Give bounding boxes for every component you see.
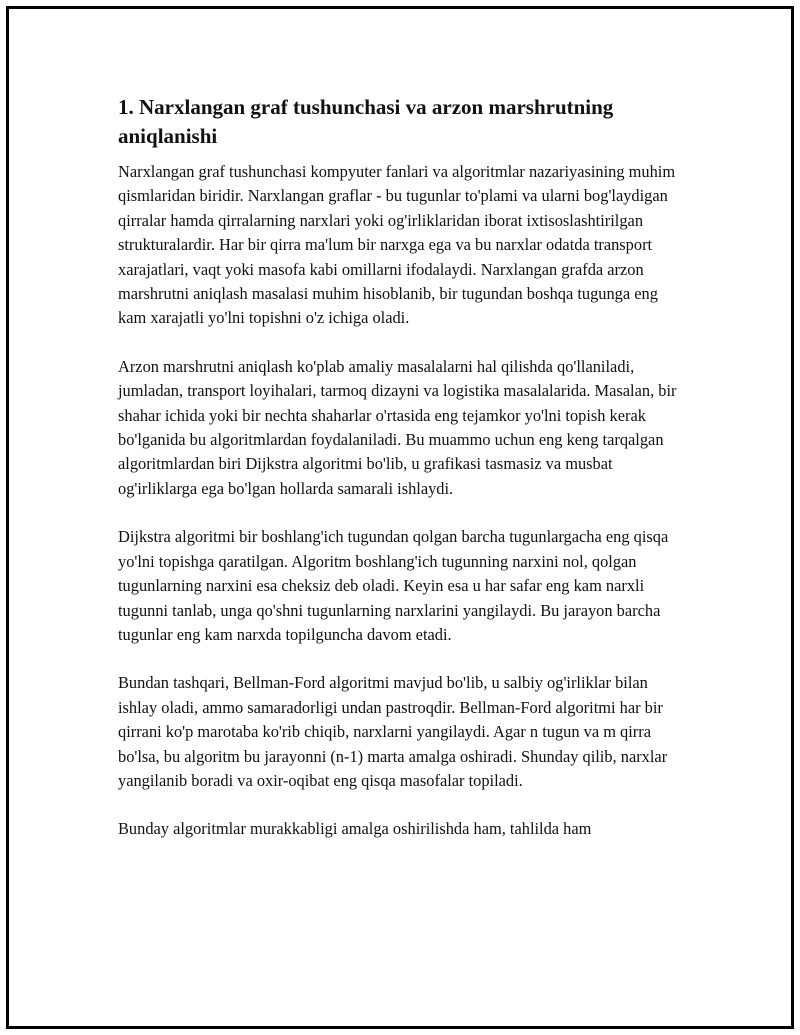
document-body [118, 93, 690, 866]
paragraph: Bunday algoritmlar murakkabligi amalga oshirilishda ham, tahlilda ham [118, 819, 592, 839]
paragraph: Dijkstra algoritmi bir boshlang'ich tugundan qolgan barcha tugunlargacha eng qisqa yo'lni topishga qaratilgan. Algoritm boshlang'ich tugunning narxini nol, qolgan tugunlarning narxini esa cheksiz deb oladi. Keyin esa u har safar eng kam narxli tugunni tanlab, unga qo'shni tugunlarning narxlarini yangilaydi. Bu jarayon barcha tugunlar eng kam narxda topilguncha davom etadi. [118, 527, 669, 644]
paragraph: Bundan tashqari, Bellman-Ford algoritmi mavjud bo'lib, u salbiy og'irliklar bilan ishlay oladi, ammo samaradorligi undan pastroqdir. Bellman-Ford algoritmi har bir qirrani ko'p marotaba ko'rib chiqib, narxlarni yangilaydi. Agar n tugun va m qirra bo'lsa, bu algoritm bu jarayonni (n-1) marta amalga oshiradi. Shunday qilib, narxlar yangilanib boradi va oxir-oqibat eng qisqa masofalar topiladi. [118, 673, 668, 790]
section-heading: 1. Narxlangan graf tushunchasi va arzon marshrutning aniqlanishi [118, 95, 614, 148]
paragraph: Arzon marshrutni aniqlash ko'plab amaliy masalalarni hal qilishda qo'llaniladi, jumladan, transport loyihalari, tarmoq dizayni va logistika masalalarida. Masalan, bir shahar ichida yoki bir nechta shaharlar o'rtasida eng tejamkor yo'lni topish kerak bo'lganida bu algoritmlardan foydalaniladi. Bu muammo uchun eng keng tarqalgan algoritmlardan biri Dijkstra algoritmi bo'lib, u grafikasi tasmasiz va musbat og'irliklarga ega bo'lgan hollarda samarali ishlaydi. [118, 356, 677, 498]
paragraph: Narxlangan graf tushunchasi kompyuter fanlari va algoritmlar nazariyasining muhim qismlaridan biridir. Narxlangan graflar - bu tugunlar to'plami va ularni bog'laydigan qirralar hamda qirralarning narxlari yoki og'irliklaridan iborat ixtisoslashtirilgan strukturalardir. Har bir qirra ma'lum bir narxga ega va bu narxlar odatda transport xarajatlari, vaqt yoki masofa kabi omillarni ifodalaydi. Narxlangan grafda arzon marshrutni aniqlash masalasi muhim hisoblanib, bir tugundan boshqa tugunga eng kam xarajatli yo'lni topishni o'z ichiga oladi. [118, 162, 676, 328]
